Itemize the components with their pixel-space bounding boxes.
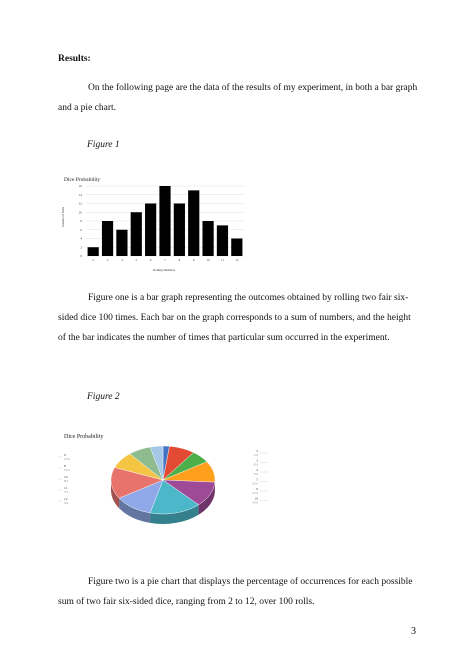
- bar-10: [202, 221, 213, 256]
- x-tick-label: 3: [106, 258, 109, 262]
- pie-chart: [58, 424, 268, 544]
- pie-label-percent: 12%: [64, 468, 70, 472]
- bar-7: [159, 186, 170, 256]
- pie-label-percent: 16%: [252, 500, 258, 505]
- figure-2-caption: Figure 2: [87, 392, 120, 402]
- pie-label-category: 11: [64, 486, 68, 490]
- pie-label-percent: 6%: [253, 472, 258, 476]
- pie-label-percent: 7%: [64, 490, 69, 494]
- bar-chart-title: Dice Probability: [64, 177, 101, 183]
- pie-label-percent: 10%: [252, 481, 258, 486]
- pie-label-category: 3: [256, 458, 258, 463]
- bar-6: [145, 204, 156, 257]
- pie-label-percent: 15%: [64, 457, 70, 461]
- figure-1-description: Figure one is a bar graph representing the outcomes obtained by rolling two fair six-sided dice 100 times. Each bar on the graph corresponds to a sum of numbers, and the height of the bar indicates the number of times that particular sum occurred in the experiment.: [58, 293, 411, 343]
- bar-3: [102, 221, 113, 256]
- y-tick-label: 10: [78, 210, 82, 215]
- bar-chart-y-axis-label: Number of Rolls: [61, 206, 65, 228]
- bar-5: [131, 212, 142, 256]
- y-tick-label: 2: [80, 245, 82, 250]
- pie-label-category: 12: [64, 497, 68, 501]
- pie-label-percent: 8%: [253, 462, 258, 467]
- bar-8: [174, 204, 185, 257]
- bar-chart-x-ticks: [92, 258, 238, 262]
- x-tick-label: 10: [206, 258, 210, 262]
- pie-label-percent: 12%: [252, 491, 258, 495]
- pie-label-percent: 8%: [64, 479, 69, 483]
- pie-label-category: 4: [256, 468, 258, 472]
- x-tick-label: 11: [220, 258, 224, 262]
- pie-label-category: 8: [64, 464, 66, 468]
- x-tick-label: 7: [164, 258, 166, 262]
- x-tick-label: 9: [192, 258, 195, 262]
- pie-chart-title: Dice Probability: [64, 434, 104, 440]
- bar-chart-x-axis-label: Rolling Numbers: [152, 268, 176, 272]
- bar-11: [217, 225, 228, 256]
- figure-1-caption: Figure 1: [87, 140, 120, 150]
- results-heading: Results:: [58, 54, 91, 64]
- pie-label-category: 10: [64, 475, 68, 479]
- figure-2-description: Figure two is a pie chart that displays the percentage of occurrences for each possible sum of two fair six-sided dice, ranging from 2 to 12, over 100 rolls.: [58, 577, 413, 607]
- y-tick-label: 0: [80, 254, 82, 259]
- bar-12: [231, 239, 242, 257]
- bar-9: [188, 190, 199, 256]
- bar-chart: [58, 172, 254, 274]
- bar-chart-y-ticks: [79, 184, 83, 258]
- pie-chart-slices: [111, 446, 215, 514]
- intro-paragraph: On the following page are the data of the results of my experiment, in both a bar graph and a pie chart.: [58, 83, 418, 113]
- x-tick-label: 2: [92, 258, 94, 262]
- x-tick-label: 8: [178, 258, 181, 262]
- bar-4: [116, 230, 127, 256]
- pie-label-percent: 4%: [64, 501, 69, 505]
- y-tick-label: 14: [78, 192, 82, 197]
- pie-label-category: 6: [256, 487, 258, 491]
- pie-label-category: 2: [256, 449, 258, 453]
- x-tick-label: 12: [235, 258, 239, 262]
- x-tick-label: 6: [149, 258, 152, 262]
- y-tick-label: 8: [80, 219, 82, 224]
- bar-2: [88, 247, 99, 256]
- x-tick-label: 4: [121, 258, 123, 262]
- page-number: 3: [411, 626, 416, 637]
- pie-label-category: 10: [254, 496, 258, 501]
- pie-label-category: 5: [256, 477, 258, 482]
- y-tick-label: 16: [78, 184, 82, 189]
- pie-label-category: 9: [64, 453, 66, 457]
- y-tick-label: 12: [78, 201, 82, 206]
- y-tick-label: 6: [80, 227, 82, 232]
- y-tick-label: 4: [80, 236, 82, 241]
- pie-label-percent: 2%: [253, 453, 258, 457]
- x-tick-label: 5: [135, 258, 138, 262]
